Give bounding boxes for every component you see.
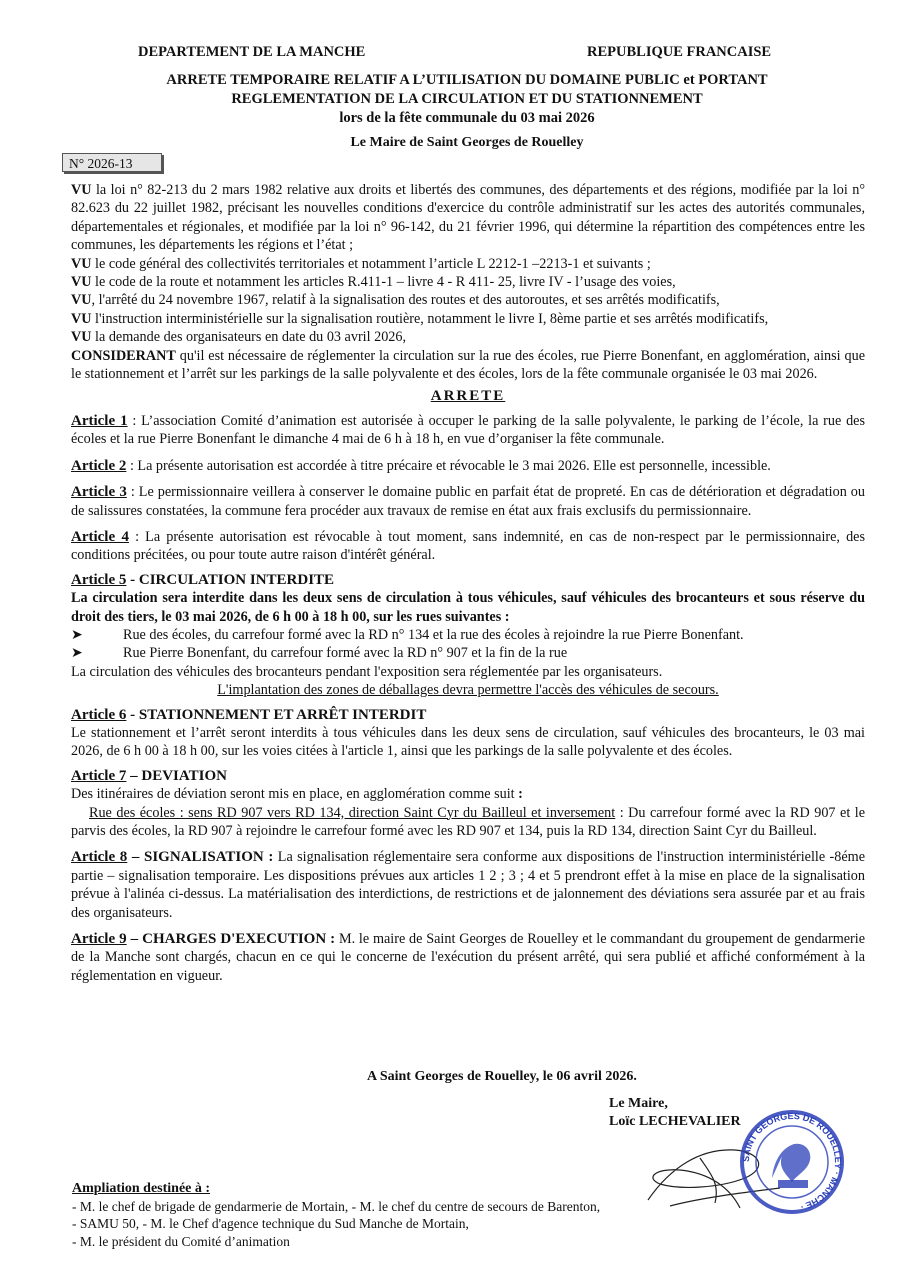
document-title — [60, 71, 874, 128]
article-7-heading: Article 7 – DEVIATION — [71, 767, 227, 784]
article-4: Article 4 : La présente autorisation est révocable à tout moment, sans indemnité, en cas de non-respect par le permissionnaire, des conditions précitées, ou pour toute autre raison d'intérêt général. — [71, 528, 865, 564]
list-item: ➤ Rue Pierre Bonenfant, du carrefour formé avec la RD n° 907 et la fin de la rue — [71, 645, 568, 662]
title-line: REGLEMENTATION DE LA CIRCULATION ET DU STATIONNEMENT — [231, 91, 703, 107]
article-5-heading: Article 5 - CIRCULATION INTERDITE — [71, 571, 335, 588]
title-line: ARRETE TEMPORAIRE RELATIF A L’UTILISATION DU DOMAINE PUBLIC et PORTANT — [166, 72, 768, 88]
vu-paragraph: VU le code de la route et notamment les articles R.411-1 – livre 4 - R 411- 25, livre IV - l’usage des voies, — [71, 274, 676, 291]
vu-paragraph: VU la loi n° 82-213 du 2 mars 1982 relative aux droits et libertés des communes, des départements et des régions, modifiée par la loi n° 82.623 du 22 juillet 1982, précisant les nouvelles conditions d'exercice du contrôle administratif sur les actes des autorités communales, départementales et régionales, et modifiée par la loi n° 96-142, du 21 février 1996, qui détermine la répartition des compétences entre les communes, les départements les régions et l’état ; — [71, 182, 865, 254]
republic-header: REPUBLIQUE FRANCAISE — [587, 44, 772, 60]
article-6-text: Le stationnement et l’arrêt seront interdits à tous véhicules dans les deux sens de circulation, sauf véhicules des brocanteurs, le 03 mai 2026, de 6 h 00 à 18 h 00, sur les voies citées à l'article 1, ainsi que les parkings de la salle polyvalente et des écoles. — [71, 724, 865, 760]
document-body — [71, 181, 865, 985]
signature-place-date: A Saint Georges de Rouelley, le 06 avril 2026. — [367, 1069, 637, 1084]
article-8: Article 8 – SIGNALISATION : La signalisation réglementaire sera conforme aux dispositions de l'instruction interministérielle -8éme partie – signalisation temporaire. Les dispositions prévues aux articles 1 2 ; 3 ; 4 et 5 prendront effet à la mise en place de la signalisation prévue à l'alinéa ci-dessus. La matérialisation des interdictions, de restrictions et de jalonnement des déviations sera assurée par et au frais des organisateurs. — [71, 849, 866, 921]
vu-paragraph: VU l'instruction interministérielle sur la signalisation routière, notamment le livre I, 8ème partie et ses arrêtés modificatifs, — [71, 310, 769, 327]
vu-paragraph: VU la demande des organisateurs en date du 03 avril 2026, — [71, 329, 407, 346]
department-header: DEPARTEMENT DE LA MANCHE — [138, 44, 366, 60]
article-5-text: La circulation des véhicules des brocanteurs pendant l'exposition sera réglementée par les organisateurs. — [71, 663, 663, 680]
article-1: Article 1 : L’association Comité d’animation est autorisée à occuper le parking de la salle polyvalente, le parking de l’école, la rue des écoles et la rue Pierre Bonenfant le dimanche 4 mai de 6 h à 18 h, en vue d’organiser la fête communale. — [71, 412, 865, 448]
list-item: - M. le président du Comité d’animation — [72, 1233, 290, 1249]
article-5-rule: La circulation sera interdite dans les deux sens de circulation à tous véhicules, sauf véhicules des brocanteurs et sous réserve du droit des tiers, le 03 mai 2026, de 6 h 00 à 18 h 00, sur les rues suivantes : — [71, 590, 865, 625]
list-item: - SAMU 50, - M. le Chef d'agence technique du Sud Manche de Mortain, — [72, 1216, 469, 1232]
considerant-paragraph: CONSIDERANT qu'il est nécessaire de réglementer la circulation sur la rue des écoles, rue Pierre Bonenfant, en agglomération, ainsi que le stationnement et l’arrêt sur les parkings de la salle polyvalente et des écoles, lors de la fête communale organisée le 03 mai 2026. — [71, 347, 865, 383]
ampliation-heading: Ampliation destinée à : — [72, 1181, 211, 1196]
arrow-bullet-icon: ➤ — [71, 645, 83, 662]
arrete-heading: ARRETE — [430, 388, 506, 405]
article-7-text: Rue des écoles : sens RD 907 vers RD 134, direction Saint Cyr du Bailleul et inversement : Du carrefour formé avec la RD 907 et le parvis des écoles, la RD 907 à rejoindre le carrefour formé avec les RD 907 et 134, puis la RD 134, direction Saint Cyr du Bailleul. — [71, 804, 865, 839]
arrow-bullet-icon: ➤ — [71, 626, 83, 643]
article-7-intro: Des itinéraires de déviation seront mis en place, en agglomération comme suit : — [71, 786, 523, 803]
mayor-line: Le Maire de Saint Georges de Rouelley — [350, 135, 584, 150]
article-3: Article 3 : Le permissionnaire veillera à conserver le domaine public en parfait état de propreté. En cas de détérioration et dégradation ou de salissures constatées, la commune fera procéder aux travaux de remise en état aux frais exclusifs du permissionnaire. — [71, 484, 865, 519]
article-6-heading: Article 6 - STATIONNEMENT ET ARRÊT INTERDIT — [71, 706, 427, 723]
svg-text:SAINT GEORGES DE ROUELLEY · MA: SAINT GEORGES DE ROUELLEY · MANCHE · — [740, 1110, 844, 1213]
signatory-name: Loïc LECHEVALIER — [609, 1114, 741, 1129]
list-item: - M. le chef de brigade de gendarmerie de Mortain, - M. le chef du centre de secours de Barenton, — [72, 1198, 601, 1214]
vu-paragraph: VU, l'arrêté du 24 novembre 1967, relatif à la signalisation des routes et des autoroutes, et ses arrêtés modificatifs, — [71, 292, 720, 309]
ampliation-block — [72, 1180, 600, 1250]
article-2: Article 2 : La présente autorisation est accordée à titre précaire et révocable le 3 mai 2026. Elle est personnelle, incessible. — [71, 457, 771, 474]
list-item: ➤ Rue des écoles, du carrefour formé avec la RD n° 134 et la rue des écoles à rejoindre la rue Pierre Bonenfant. — [71, 626, 744, 643]
decree-number-box: N° 2026-13 — [62, 153, 162, 172]
title-line: lors de la fête communale du 03 mai 2026 — [339, 110, 595, 126]
signatory-role: Le Maire, — [609, 1096, 668, 1111]
mayor-seal-stamp-icon — [738, 1108, 846, 1216]
vu-paragraph: VU le code général des collectivités territoriales et notamment l’article L 2212-1 –2213-1 et suivants ; — [71, 255, 651, 272]
article-5-underlined: L'implantation des zones de déballages devra permettre l'accès des véhicules de secours. — [217, 682, 719, 699]
article-9: Article 9 – CHARGES D'EXECUTION : M. le maire de Saint Georges de Rouelley et le commandant du groupement de gendarmerie de la Manche sont chargés, chacun en ce qui le concerne de l'exécution du présent arrêté, qui sera publié et affiché conformément à la réglementation en vigueur. — [71, 931, 865, 984]
